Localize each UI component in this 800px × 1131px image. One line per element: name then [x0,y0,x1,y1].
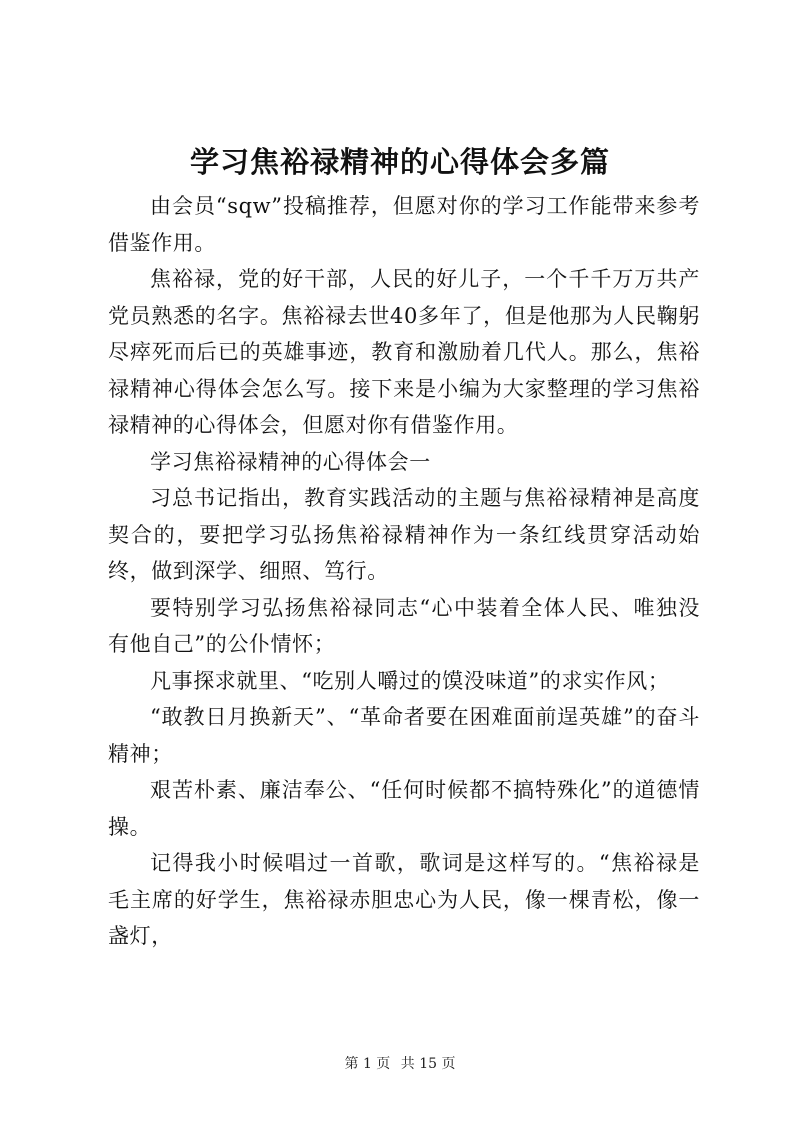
paragraph: “敢教日月换新天”、“革命者要在困难面前逞英雄”的奋斗精神； [108,705,700,766]
page-footer [0,1054,800,1074]
paragraph: 要特别学习弘扬焦裕禄同志“心中装着全体人民、唯独没有他自己”的公仆情怀； [108,595,700,656]
paragraph: 习总书记指出，教育实践活动的主题与焦裕禄精神是高度契合的，要把学习弘扬焦裕禄精神作为一条红线贯穿活动始终，做到深学、细照、笃行。 [108,486,700,583]
document-title: 学习焦裕禄精神的心得体会多篇 [189,145,610,179]
paragraph: 由会员“sqw”投稿推荐，但愿对你的学习工作能带来参考借鉴作用。 [108,194,700,255]
page-total: 共 15 页 [400,1056,456,1072]
section-heading: 学习焦裕禄精神的心得体会一 [150,449,431,474]
paragraph: 凡事探求就里、“吃别人嚼过的馍没味道”的求实作风； [150,668,670,693]
paragraph: 艰苦朴素、廉洁奉公、“任何时候都不搞特殊化”的道德情操。 [108,778,700,839]
paragraph: 焦裕禄，党的好干部，人民的好儿子，一个千千万万共产党员熟悉的名字。焦裕禄去世40多年了，但是他那为人民鞠躬尽瘁死而后已的英雄事迹，教育和激励着几代人。那么，焦裕禄精神心得体会怎么写。接下来是小编为大家整理的学习焦裕禄精神的心得体会，但愿对你有借鉴作用。 [108,267,700,437]
page-number: 第 1 页 [344,1056,391,1072]
document-body [108,188,700,955]
paragraph: 记得我小时候唱过一首歌，歌词是这样写的。“焦裕禄是毛主席的好学生，焦裕禄赤胆忠心为人民，像一棵青松，像一盏灯， [108,851,700,948]
